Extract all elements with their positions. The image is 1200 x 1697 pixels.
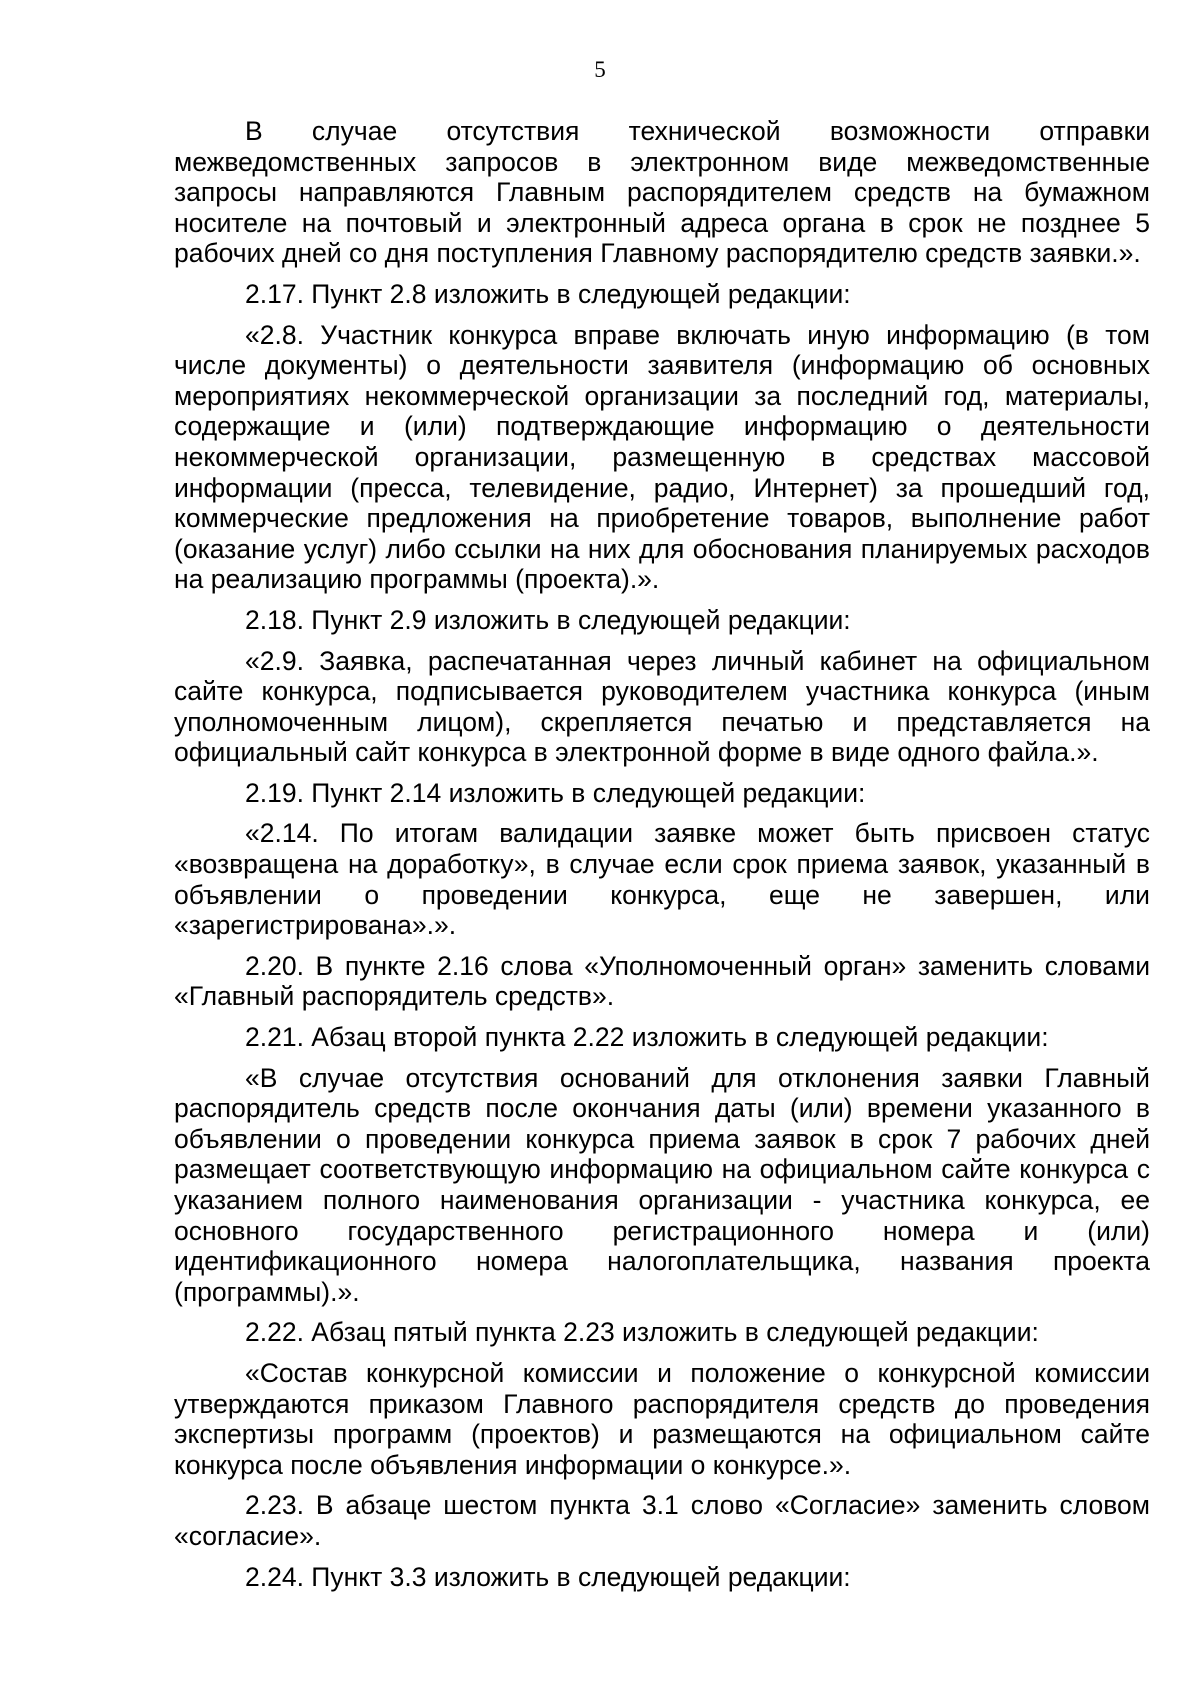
- paragraph-intro: В случае отсутствия технической возможности отправки межведомственных запросов в электронном виде межведомственные запросы направляются Главным распорядителем средств на бумажном носителе на почтовый и электронный адреса органа в срок не позднее 5 рабочих дней со дня поступления Главному распорядителю средств заявки.».: [174, 116, 1150, 269]
- paragraph-quote-2-14: «2.14. По итогам валидации заявке может быть присвоен статус «возвращена на доработку», в случае если срок приема заявок, указанный в объявлении о проведении конкурса, еще не завершен, или «зарегистрирована».».: [174, 818, 1150, 941]
- paragraph-2-24: 2.24. Пункт 3.3 изложить в следующей редакции:: [245, 1561, 851, 1592]
- page-number: 5: [594, 57, 606, 82]
- document-body: [174, 116, 1150, 1592]
- paragraph-2-19: 2.19. Пункт 2.14 изложить в следующей редакции:: [245, 777, 866, 808]
- paragraph-2-21: 2.21. Абзац второй пункта 2.22 изложить в следующей редакции:: [245, 1022, 1049, 1053]
- paragraph-2-17: 2.17. Пункт 2.8 изложить в следующей редакции:: [245, 278, 851, 309]
- paragraph-2-18: 2.18. Пункт 2.9 изложить в следующей редакции:: [245, 604, 851, 635]
- paragraph-quote-2-23: «Состав конкурсной комиссии и положение о конкурсной комиссии утверждаются приказом Главного распорядителя средств до проведения экспертизы программ (проектов) и размещаются на официальном сайте конкурса после объявления информации о конкурсе.».: [174, 1357, 1150, 1480]
- paragraph-quote-2-9: «2.9. Заявка, распечатанная через личный кабинет на официальном сайте конкурса, подписывается руководителем участника конкурса (иным уполномоченным лицом), скрепляется печатью и представляется на официальный сайт конкурса в электронной форме в виде одного файла.».: [174, 645, 1150, 768]
- paragraph-2-23: 2.23. В абзаце шестом пункта 3.1 слово «Согласие» заменить словом «согласие».: [174, 1490, 1150, 1551]
- paragraph-2-20: 2.20. В пункте 2.16 слова «Уполномоченный орган» заменить словами «Главный распорядитель средств».: [174, 950, 1150, 1012]
- paragraph-quote-2-8: «2.8. Участник конкурса вправе включать иную информацию (в том числе документы) о деятельности заявителя (информацию об основных мероприятиях некоммерческой организации за последний год, материалы, содержащие и (или) подтверждающие информацию о деятельности некоммерческой организации, размещенную в средствах массовой информации (пресса, телевидение, радио, Интернет) за прошедший год, коммерческие предложения на приобретение товаров, выполнение работ (оказание услуг) либо ссылки на них для обоснования планируемых расходов на реализацию программы (проекта).».: [174, 319, 1150, 595]
- paragraph-2-22: 2.22. Абзац пятый пункта 2.23 изложить в следующей редакции:: [245, 1317, 1039, 1348]
- paragraph-quote-2-22: «В случае отсутствия оснований для отклонения заявки Главный распорядитель средств после окончания даты (или) времени указанного в объявлении о проведении конкурса приема заявок в срок 7 рабочих дней размещает соответствующую информацию на официальном сайте конкурса с указанием полного наименования организации - участника конкурса, ее основного государственного регистрационного номера и (или) идентификационного номера налогоплательщика, названия проекта (программы).».: [174, 1062, 1150, 1307]
